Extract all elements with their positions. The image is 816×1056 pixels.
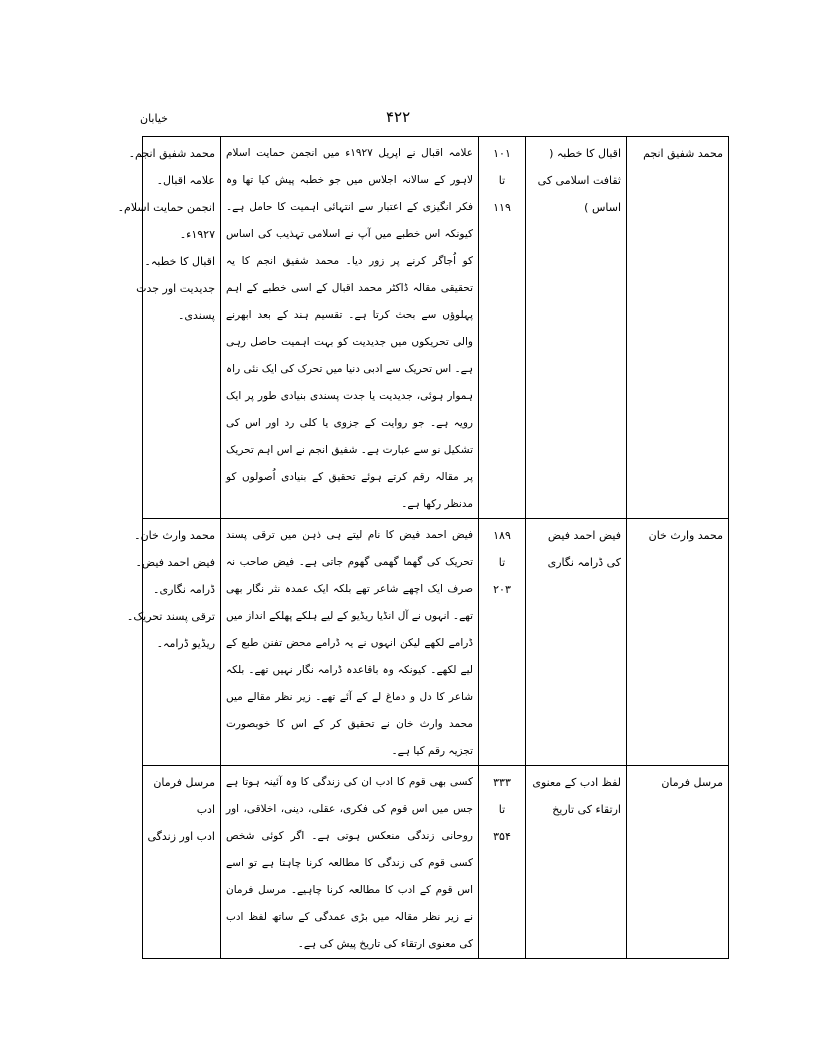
author-cell: محمد شفیق انجم [627,137,729,519]
page-start: ۱۸۹ [493,529,511,542]
keywords-cell [143,766,221,959]
article-index-table [117,136,729,959]
table-row [143,137,729,519]
keyword: ادب [196,803,215,816]
page-number: ۴۲۲ [386,108,411,126]
summary-cell: علامہ اقبال نے اپریل ۱۹۲۷ء میں انجمن حمایت اسلام لاہور کے سالانہ اجلاس میں جو خطبہ پیش کیا تھا وہ فکر انگیزی کے اعتبار سے انتہائی اہمیت کا حامل ہے۔ کیونکہ اس خطبے میں آپ نے اسلامی تہذیب کی اساس کو اُجاگر کرنے پر زور دیا۔ محمد شفیق انجم کا یہ تحقیقی مقالہ ڈاکٹر محمد اقبال کے اسی خطبے کے اہم پہلوؤں سے بحث کرتا ہے۔ تقسیم ہند کے بعد ابھرنے والی تحریکوں میں جدیدیت کو بہت اہمیت حاصل رہی ہے۔ اس تحریک سے ادبی دنیا میں تحرک کی ایک نئی راہ ہموار ہوئی، جدیدیت یا جدت پسندی بنیادی طور پر ایک رویہ ہے۔ جو روایت کے جزوی یا کلی رد اور اس کی تشکیل نو سے عبارت ہے۔ شفیق انجم نے اس اہم تحریک پر مقالہ رقم کرتے ہوئے تحقیق کے بنیادی اُصولوں کو مدنظر رکھا ہے۔ [221,137,479,519]
author-cell: مرسل فرمان [627,766,729,959]
keyword: ریڈیو ڈرامہ۔ [156,637,215,650]
page-end: ۲۰۳ [493,583,511,596]
summary-cell: فیض احمد فیض کا نام لیتے ہی ذہن میں ترقی پسند تحریک کی گھما گھمی گھوم جاتی ہے۔ فیض صاحب نہ صرف ایک اچھے شاعر تھے بلکہ ایک عمدہ نثر نگار بھی تھے۔ انہوں نے آل انڈیا ریڈیو کے لیے ہلکے پھلکے انداز میں ڈرامے لکھے لیکن انہوں نے یہ ڈرامے محض تفنن طبع کے لیے لکھے۔ کیونکہ وہ باقاعدہ ڈرامہ نگار نہیں تھے۔ بلکہ شاعر کا دل و دماغ لے کے آئے تھے۔ زیر نظر مقالے میں محمد وارث خان نے تحقیق کر کے اس کا خوبصورت تجزیہ رقم کیا ہے۔ [221,519,479,766]
pages-cell [479,137,526,519]
keyword: انجمن حمایت اسلام۔ [117,201,215,214]
page-end: ۱۱۹ [493,201,511,214]
keywords-cell [117,137,221,519]
keyword: اقبال کا خطبہ۔ [144,255,215,268]
keyword: ۱۹۲۷ء۔ [179,228,215,241]
keyword: محمد شفیق انجم۔ [128,147,215,160]
title-cell: لفظ ادب کے معنوی ارتقاء کی تاریخ [526,766,627,959]
keyword: فیض احمد فیض۔ [135,556,215,569]
title-cell: فیض احمد فیض کی ڈرامہ نگاری [526,519,627,766]
keyword: محمد وارث خان۔ [134,529,215,542]
journal-name: خیابان [140,112,168,125]
page-start: ۱۰۱ [493,147,511,160]
page-end: ۳۵۴ [493,830,511,843]
pages-cell [479,519,526,766]
keyword: ادب اور زندگی [147,830,215,843]
table-row [143,519,729,766]
pages-cell [479,766,526,959]
table-row [143,766,729,959]
keyword: ڈرامہ نگاری۔ [153,583,215,596]
keywords-cell [126,519,221,766]
keyword: علامہ اقبال۔ [156,174,215,187]
keyword: مرسل فرمان [153,776,215,789]
summary-cell: کسی بھی قوم کا ادب ان کی زندگی کا وہ آئینہ ہوتا ہے جس میں اس قوم کی فکری، عقلی، دینی، اخلاقی، اور روحانی زندگی منعکس ہوتی ہے۔ اگر کوئی شخص کسی قوم کی زندگی کا مطالعہ کرنا چاہتا ہے تو اسے اس قوم کے ادب کا مطالعہ کرنا چاہیے۔ مرسل فرمان نے زیر نظر مقالہ میں بڑی عمدگی کے ساتھ لفظ ادب کی معنوی ارتقاء کی تاریخ پیش کی ہے۔ [221,766,479,959]
page-start: ۳۳۳ [493,776,511,789]
keyword: پسندی۔ [177,309,215,322]
keyword: ترقی پسند تحریک۔ [126,610,215,623]
title-cell: اقبال کا خطبہ ( ثقافت اسلامی کی اساس ) [526,137,627,519]
page-to: تا [498,556,506,569]
page-to: تا [498,803,506,816]
keyword: جدیدیت اور جدت [136,282,215,295]
page-to: تا [498,174,506,187]
author-cell: محمد وارث خان [627,519,729,766]
